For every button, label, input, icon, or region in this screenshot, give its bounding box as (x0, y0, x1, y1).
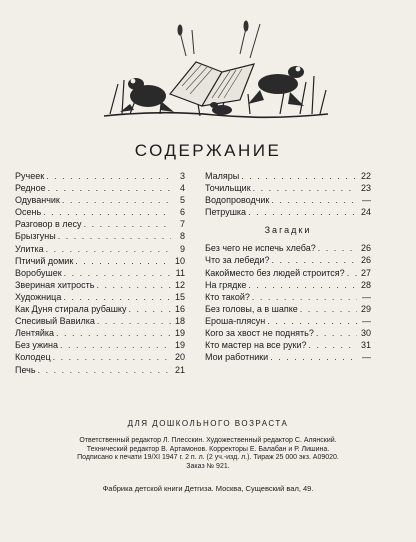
dot-leader (38, 364, 171, 376)
entry-page-number: 19 (174, 340, 185, 351)
entry-title: Какойместо без людей строится? (205, 267, 345, 278)
dot-leader (252, 291, 357, 303)
entry-page-number: — (362, 352, 371, 363)
entry-page-number: 16 (174, 304, 185, 315)
credits-line: Ответственный редактор Л. Плесскин. Художественный редактор С. Алянский. (79, 437, 337, 444)
contents-entry (15, 364, 185, 376)
contents-entry (15, 327, 185, 339)
contents-entry (15, 182, 185, 194)
entry-page-number: 21 (174, 364, 185, 375)
entry-title: Ероша-плясун (205, 315, 266, 326)
entry-title: На грядке (205, 279, 247, 290)
entry-page-number: 7 (179, 219, 185, 230)
dot-leader (309, 339, 357, 351)
contents-entry (205, 291, 371, 303)
entry-page-number: — (362, 291, 371, 302)
entry-title: Водопроводчик (205, 195, 270, 206)
age-line: ДЛЯ ДОШКОЛЬНОГО ВОЗРАСТА (127, 419, 289, 428)
riddles-list (205, 242, 371, 363)
entry-title: Спесивый Вавилка (15, 316, 95, 327)
dot-leader (58, 230, 171, 242)
entry-title: Маляры (205, 171, 240, 181)
entry-page-number: 18 (174, 316, 185, 327)
dot-leader (60, 339, 171, 351)
entry-page-number: 26 (360, 255, 371, 266)
contents-entry (205, 182, 371, 194)
credits-line: Заказ № 921. (186, 462, 230, 470)
dot-leader (64, 267, 171, 279)
dot-leader (53, 351, 171, 363)
entry-page-number: 6 (179, 207, 185, 218)
entry-title: Звериная хитрость (15, 279, 95, 290)
entry-title: Художница (15, 291, 62, 302)
entry-title: Кто такой? (205, 291, 250, 302)
contents-entry (205, 339, 371, 351)
contents-entry (205, 279, 371, 291)
riddles-heading: Загадки (264, 225, 312, 236)
entry-title: Печь (15, 364, 36, 375)
entry-title: Без чего не испечь хлеба? (205, 243, 316, 254)
contents-entry (205, 267, 371, 279)
contents-entry (205, 170, 371, 182)
contents-right-column (205, 170, 371, 363)
entry-title: Мои работники (205, 352, 269, 363)
entry-title: Кто мастер на все руки? (205, 340, 307, 351)
entry-page-number: — (362, 195, 371, 206)
dot-leader (46, 243, 171, 255)
contents-entry (205, 327, 371, 339)
dot-leader (43, 206, 171, 218)
contents-entry (15, 218, 185, 230)
entry-title: Ручеек (15, 171, 45, 181)
entry-title: Птичий домик (15, 255, 74, 266)
dot-leader (347, 267, 357, 279)
entry-page-number: 11 (175, 267, 185, 278)
contents-entry (15, 291, 185, 303)
entry-title: Что за лебеди? (205, 255, 270, 266)
right-items-list (205, 170, 371, 218)
entry-page-number: 22 (360, 171, 371, 181)
contents-entry (15, 206, 185, 218)
contents-entry (205, 242, 371, 254)
dot-leader (75, 255, 171, 267)
dot-leader (241, 170, 357, 182)
dot-leader (48, 182, 171, 194)
entry-title: Брызгуны (15, 231, 56, 242)
entry-title: Одуванчик (15, 195, 60, 206)
contents-entry (205, 315, 371, 327)
dot-leader (271, 194, 357, 206)
entry-title: Воробушек (15, 267, 62, 278)
contents-entry (15, 255, 185, 267)
dot-leader (63, 291, 171, 303)
dot-leader (253, 182, 357, 194)
contents-entry (15, 351, 185, 363)
contents-entry (15, 339, 185, 351)
entry-page-number: 26 (360, 243, 371, 254)
contents-entry (15, 230, 185, 242)
dot-leader (248, 206, 357, 218)
dot-leader (248, 279, 357, 291)
entry-title: Кого за хвост не поднять? (205, 328, 314, 339)
dot-leader (270, 351, 357, 363)
contents-entry (15, 279, 185, 291)
entry-page-number: 30 (360, 328, 371, 339)
credits-block (0, 437, 416, 471)
dot-leader (316, 327, 357, 339)
contents-entry (15, 267, 185, 279)
entry-title: Без ужина (15, 340, 58, 351)
entry-title: Точильщик (205, 183, 251, 194)
entry-page-number: 4 (179, 183, 185, 194)
entry-page-number: 29 (360, 303, 371, 314)
contents-entry (15, 243, 185, 255)
entry-page-number: 12 (174, 279, 185, 290)
entry-page-number: 15 (174, 291, 185, 302)
contents-entry (205, 206, 371, 218)
factory-line: Фабрика детской книги Детгиза. Москва, Сущевский вал, 49. (102, 484, 314, 493)
dot-leader (84, 218, 171, 230)
entry-page-number: 24 (360, 207, 371, 218)
contents-left-column (15, 170, 185, 376)
contents-entry (205, 194, 371, 206)
entry-page-number: 31 (360, 340, 371, 351)
dot-leader (318, 242, 357, 254)
entry-page-number: 9 (179, 243, 185, 254)
dot-leader (267, 315, 357, 327)
contents-entry (205, 351, 371, 363)
dot-leader (97, 315, 171, 327)
entry-title: Колодец (15, 352, 51, 363)
contents-entry (205, 303, 371, 315)
entry-title: Редное (15, 183, 46, 194)
frog-and-open-book-illustration (100, 14, 330, 124)
entry-page-number: 23 (360, 183, 371, 194)
dot-leader (300, 303, 357, 315)
entry-title: Без головы, а в шапке (205, 303, 298, 314)
entry-title: Лентяйка (15, 328, 55, 339)
credits-line: Подписано к печати 19/XI 1947 г. 2 п. л. (2 уч.-изд. л.). Тираж 25 000 экз. А09020. (77, 454, 339, 462)
entry-page-number: 8 (179, 231, 185, 242)
dot-leader (271, 254, 357, 266)
dot-leader (62, 194, 171, 206)
entry-page-number: — (362, 315, 371, 326)
entry-page-number: 20 (174, 352, 185, 363)
dot-leader (46, 170, 171, 182)
entry-page-number: 28 (360, 279, 371, 290)
contents-entry (15, 194, 185, 206)
entry-page-number: 10 (174, 255, 185, 266)
entry-page-number: 19 (174, 328, 185, 339)
contents-entry (15, 303, 185, 315)
entry-title: Разговор в лесу (15, 219, 82, 230)
entry-title: Улитка (15, 243, 44, 254)
contents-title: СОДЕРЖАНИЕ (134, 141, 282, 160)
contents-entry (205, 254, 371, 266)
entry-page-number: 5 (179, 195, 185, 206)
dot-leader (128, 303, 171, 315)
dot-leader (56, 327, 171, 339)
entry-title: Как Дуня стирала рубашку (15, 304, 127, 315)
contents-entry (15, 315, 185, 327)
entry-page-number: 3 (179, 171, 185, 181)
entry-title: Петрушка (205, 207, 247, 218)
entry-title: Осень (15, 207, 42, 218)
entry-page-number: 27 (360, 267, 371, 278)
dot-leader (96, 279, 171, 291)
contents-entry (15, 170, 185, 182)
credits-line: Технический редактор В. Артамонов. Корректоры Е. Балабан и Р. Лишина. (86, 445, 330, 453)
